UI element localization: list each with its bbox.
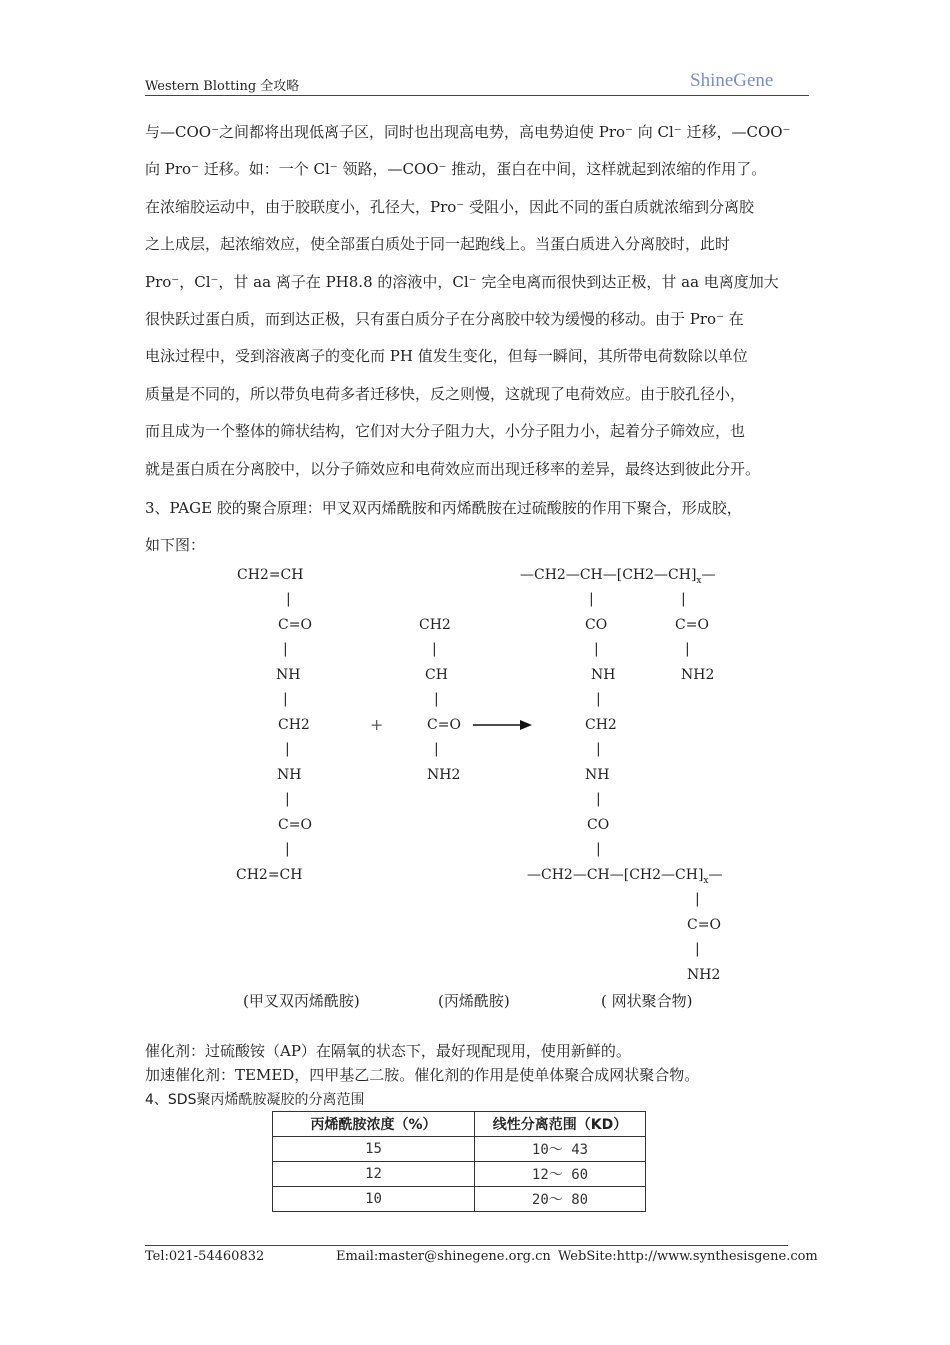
catalyst-line: 催化剂：过硫酸铵（AP）在隔氧的状态下，最好现配现用，使用新鲜的。 bbox=[145, 1042, 631, 1060]
column-header: 线性分离范围（KD） bbox=[475, 1112, 646, 1137]
paragraph-line: 与—COO⁻之间都将出现低离子区，同时也出现高电势，高电势迫使 Pro⁻ 向 Cl⁻ 迁移，—COO⁻ bbox=[145, 123, 791, 141]
body-paragraph bbox=[145, 114, 807, 488]
polymer-formula: NH bbox=[591, 667, 616, 683]
header-title: Western Blotting 全攻略 bbox=[145, 79, 300, 94]
footer-website: WebSite:http://www.synthesisgene.com bbox=[558, 1249, 818, 1264]
section-3-line: 如下图： bbox=[145, 536, 206, 554]
acrylamide-formula: CH bbox=[425, 667, 448, 683]
polymer-chain-bottom: $—CH2—CH—[CH2—CH]_x—$ bbox=[527, 867, 723, 886]
accelerator-line: 加速催化剂：TEMED，四甲基乙二胺。催化剂的作用是使单体聚合成网状聚合物。 bbox=[145, 1066, 700, 1084]
bis-formula: CH2=CH bbox=[237, 567, 304, 583]
paragraph-line: 而且成为一个整体的筛状结构，它们对大分子阻力大，小分子阻力小，起着分子筛效应，也 bbox=[145, 422, 746, 441]
polymer-formula: CO bbox=[585, 617, 608, 633]
paragraph-line: 就是蛋白质在分离胶中，以分子筛效应和电荷效应而出现迁移率的差异，最终达到彼此分开。 bbox=[145, 459, 761, 478]
acrylamide-formula: C=O bbox=[427, 717, 461, 733]
bond-line: | bbox=[596, 741, 601, 757]
bond-line: | bbox=[695, 941, 700, 957]
table-cell: 10 bbox=[273, 1187, 475, 1212]
bond-line: | bbox=[594, 641, 599, 657]
bis-formula: NH bbox=[276, 667, 301, 683]
polymer-side-formula: NH2 bbox=[681, 667, 715, 683]
table-row bbox=[273, 1137, 646, 1162]
paragraph-line: Pro⁻，Cl⁻，甘 aa 离子在 PH8.8 的溶液中，Cl⁻ 完全电离而很快到达正极，甘 aa 电离度加大 bbox=[145, 272, 779, 291]
caption-acrylamide: (丙烯酰胺) bbox=[438, 992, 510, 1010]
polymer-side-formula: C=O bbox=[675, 617, 709, 633]
caption-bis-acrylamide: (甲叉双丙烯酰胺) bbox=[243, 992, 360, 1010]
bond-line: | bbox=[589, 591, 594, 607]
table-row bbox=[273, 1187, 646, 1212]
brand-logo: ShineGene bbox=[690, 70, 774, 91]
bis-formula: CH2 bbox=[278, 717, 310, 733]
footer-email: Email:master@shinegene.org.cn bbox=[336, 1249, 551, 1264]
bond-line: | bbox=[695, 891, 700, 907]
plus-sign: + bbox=[370, 715, 384, 734]
polymer-side-formula: NH2 bbox=[687, 967, 721, 983]
bond-line: | bbox=[596, 791, 601, 807]
table-cell: 12～ 60 bbox=[475, 1162, 646, 1187]
polymer-side-formula: C=O bbox=[687, 917, 721, 933]
paragraph-line: 在浓缩胶运动中，由于胶联度小，孔径大，Pro⁻ 受阻小，因此不同的蛋白质就浓缩到分离胶 bbox=[145, 197, 754, 216]
table-cell: 12 bbox=[273, 1162, 475, 1187]
bond-line: | bbox=[681, 591, 686, 607]
bis-formula: NH bbox=[277, 767, 302, 783]
polymer-formula: NH bbox=[585, 767, 610, 783]
bond-line: | bbox=[434, 741, 439, 757]
table-cell: 15 bbox=[273, 1137, 475, 1162]
bis-formula: CH2=CH bbox=[236, 867, 303, 883]
bond-line: | bbox=[434, 691, 439, 707]
paragraph-line: 很快跃过蛋白质，而到达正极，只有蛋白质分子在分离胶中较为缓慢的移动。由于 Pro⁻ 在 bbox=[145, 310, 744, 329]
footer-rule bbox=[145, 1245, 788, 1246]
paragraph-line: 电泳过程中，受到溶液离子的变化而 PH 值发生变化，但每一瞬间，其所带电荷数除以单位 bbox=[145, 347, 748, 366]
bond-line: | bbox=[283, 691, 288, 707]
bond-line: | bbox=[432, 641, 437, 657]
section-4-title: 4、SDS聚丙烯酰胺凝胶的分离范围 bbox=[145, 1092, 365, 1108]
paragraph-line: 向 Pro⁻ 迁移。如：一个 Cl⁻ 领路，—COO⁻ 推动，蛋白在中间，这样就起到浓缩的作用了。 bbox=[145, 160, 767, 179]
caption-polymer: ( 网状聚合物) bbox=[601, 992, 693, 1010]
polymer-formula: CO bbox=[587, 817, 610, 833]
footer-tel: Tel:021-54460832 bbox=[145, 1249, 265, 1264]
table-cell: 20～ 80 bbox=[475, 1187, 646, 1212]
bis-formula: C=O bbox=[278, 617, 312, 633]
paragraph-line: 之上成层，起浓缩效应，使全部蛋白质处于同一起跑线上。当蛋白质进入分离胶时，此时 bbox=[145, 235, 731, 254]
paragraph-line: 质量是不同的，所以带负电荷多者迁移快，反之则慢，这就现了电荷效应。由于胶孔径小， bbox=[145, 384, 746, 403]
bond-line: | bbox=[285, 841, 290, 857]
bond-line: | bbox=[596, 691, 601, 707]
header-rule bbox=[145, 95, 809, 96]
acrylamide-formula: CH2 bbox=[419, 617, 451, 633]
polymer-chain-top: $—CH2—CH—[CH2—CH]_x—$ bbox=[520, 567, 716, 586]
table-row bbox=[273, 1162, 646, 1187]
table-cell: 10～ 43 bbox=[475, 1137, 646, 1162]
bond-line: | bbox=[596, 841, 601, 857]
bis-formula: C=O bbox=[278, 817, 312, 833]
section-3-line: 3、PAGE 胶的聚合原理：甲叉双丙烯酰胺和丙烯酰胺在过硫酸胺的作用下聚合，形成胶， bbox=[145, 499, 742, 517]
bond-line: | bbox=[286, 591, 291, 607]
bond-line: | bbox=[685, 641, 690, 657]
bond-line: | bbox=[285, 791, 290, 807]
separation-range-table bbox=[272, 1111, 646, 1212]
acrylamide-formula: NH2 bbox=[427, 767, 461, 783]
section-3-text bbox=[145, 490, 742, 564]
polymer-formula: CH2 bbox=[585, 717, 617, 733]
bond-line: | bbox=[283, 641, 288, 657]
table-header-row bbox=[273, 1112, 646, 1137]
reaction-arrow-icon bbox=[472, 717, 534, 733]
column-header: 丙烯酰胺浓度（%） bbox=[273, 1112, 475, 1137]
bond-line: | bbox=[285, 741, 290, 757]
